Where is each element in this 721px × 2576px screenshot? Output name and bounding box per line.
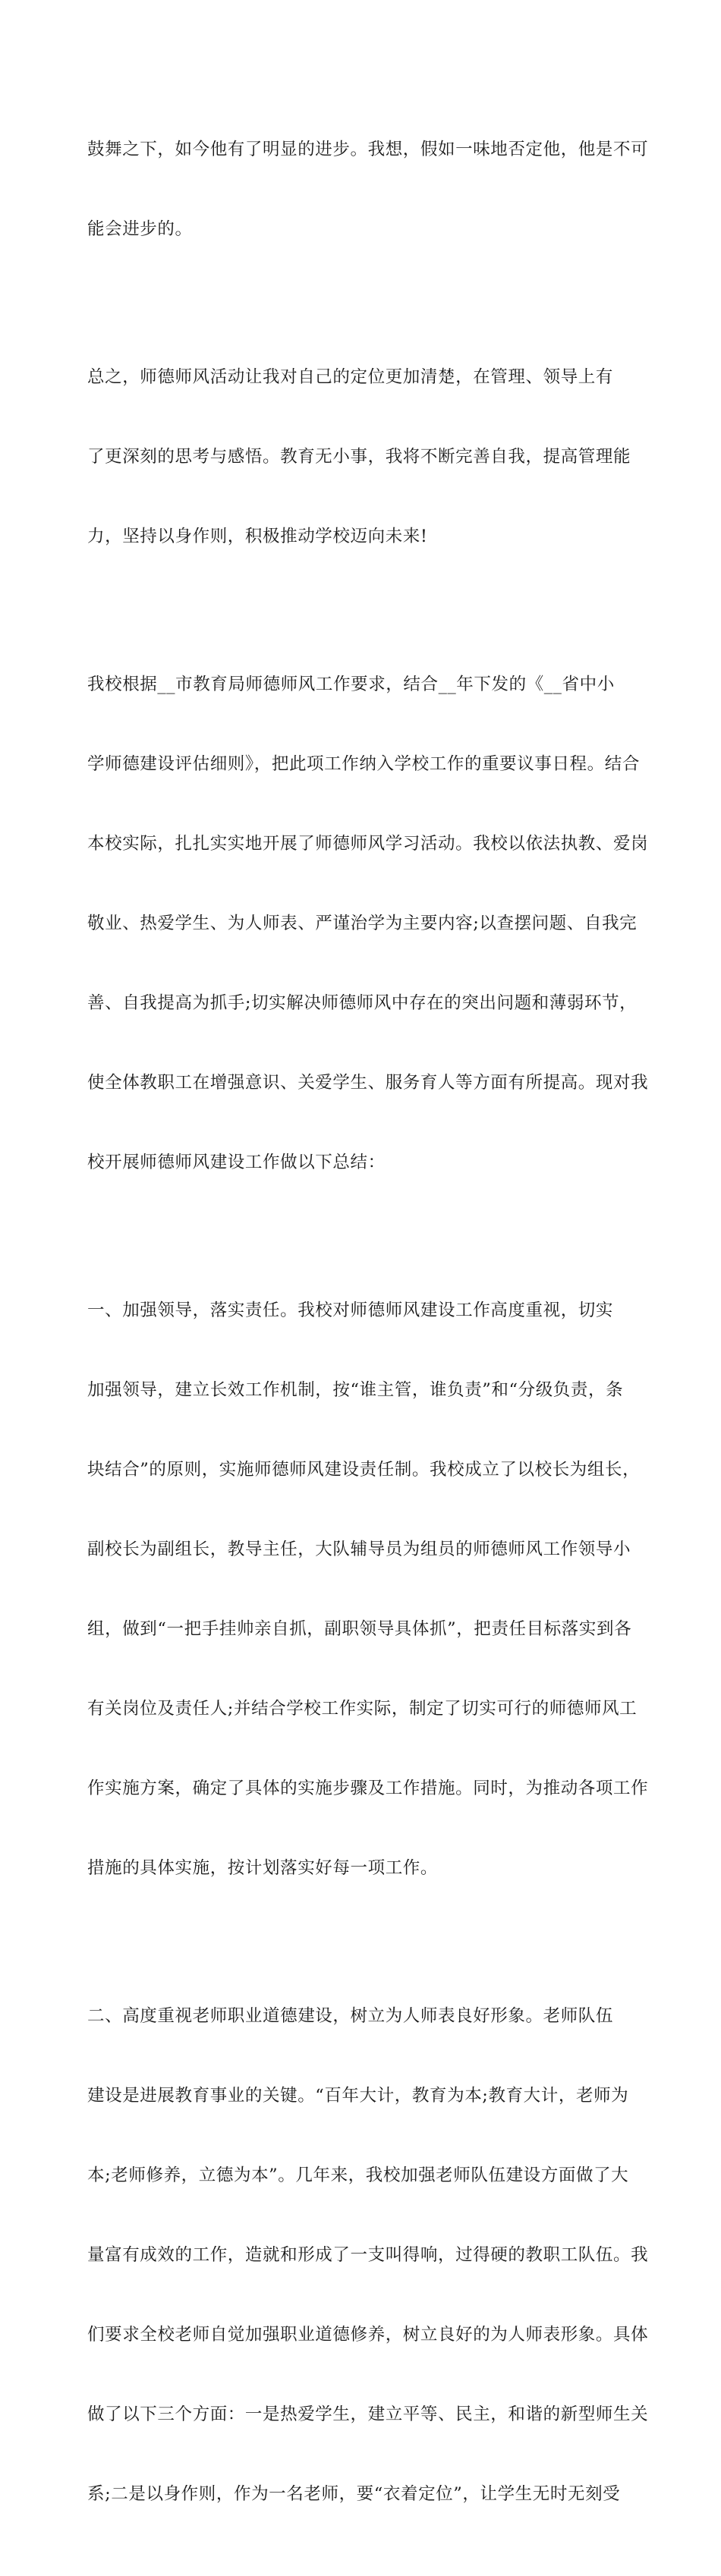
text-line: 们要求全校老师自觉加强职业道德修养，树立良好的为人师表形象。具体 (87, 2325, 649, 2345)
text-line: 校开展师德师风建设工作做以下总结： (87, 1153, 386, 1172)
text-line: 建设是进展教育事业的关键。“百年大计，教育为本;教育大计，老师为 (87, 2086, 629, 2106)
text-line: 量富有成效的工作，造就和形成了一支叫得响，过得硬的教职工队伍。我 (87, 2245, 649, 2265)
text-line: 鼓舞之下，如今他有了明显的进步。我想，假如一味地否定他，他是不可 (87, 140, 649, 159)
text-line: 系;二是以身作则，作为一名老师，要“衣着定位”，让学生无时无刻受 (87, 2484, 621, 2504)
text-line: 我校根据__市教育局师德师风工作要求，结合__年下发的《__省中小 (87, 675, 615, 694)
paragraph-2 (87, 311, 638, 603)
text-line: 敬业、热爱学生、为人师表、严谨治学为主要内容;以查摆问题、自我完 (87, 914, 638, 933)
text-line: 使全体教职工在增强意识、关爱学生、服务育人等方面有所提高。现对我 (87, 1073, 649, 1093)
text-line: 总之，师德师风活动让我对自己的定位更加清楚，在管理、领导上有 (87, 367, 614, 387)
text-line: 做了以下三个方面：一是热爱学生，建立平等、民主，和谐的新型师生关 (87, 2405, 649, 2424)
text-line: 作实施方案，确定了具体的实施步骤及工作措施。同时，为推动各项工作 (87, 1779, 649, 1798)
paragraph-4 (87, 1244, 649, 1935)
text-line: 二、高度重视老师职业道德建设，树立为人师表良好形象。老师队伍 (87, 2006, 614, 2026)
text-line: 副校长为副组长，教导主任，大队辅导员为组员的师德师风工作领导小 (87, 1540, 631, 1559)
text-line: 善、自我提高为抓手;切实解决师德师风中存在的突出问题和薄弱环节， (87, 993, 638, 1013)
text-line: 组，做到“一把手挂帅亲自抓，副职领导具体抓”，把责任目标落实到各 (87, 1619, 632, 1639)
text-line: 本;老师修养，立德为本”。几年来，我校加强老师队伍建设方面做了大 (87, 2166, 629, 2185)
text-line: 学师德建设评估细则》，把此项工作纳入学校工作的重要议事日程。结合 (87, 754, 640, 774)
text-line: 一、加强领导，落实责任。我校对师德师风建设工作高度重视，切实 (87, 1301, 614, 1320)
paragraph-1 (87, 83, 649, 296)
text-line: 块结合”的原则，实施师德师风建设责任制。我校成立了以校长为组长， (87, 1460, 641, 1480)
paragraph-5 (87, 1950, 649, 2561)
text-line: 本校实际，扎扎实实地开展了师德师风学习活动。我校以依法执教、爱岗 (87, 834, 649, 854)
paragraph-3 (87, 618, 649, 1229)
text-line: 措施的具体实施，按计划落实好每一项工作。 (87, 1858, 439, 1878)
text-line: 能会进步的。 (87, 219, 193, 239)
document-body (87, 83, 649, 2576)
text-line: 了更深刻的思考与感悟。教育无小事，我将不断完善自我，提高管理能 (87, 447, 631, 467)
text-line: 加强领导，建立长效工作机制，按“谁主管，谁负责”和“分级负责，条 (87, 1380, 624, 1400)
text-line: 有关岗位及责任人;并结合学校工作实际，制定了切实可行的师德师风工 (87, 1699, 638, 1719)
text-line: 力，坚持以身作则，积极推动学校迈向未来! (87, 527, 428, 546)
